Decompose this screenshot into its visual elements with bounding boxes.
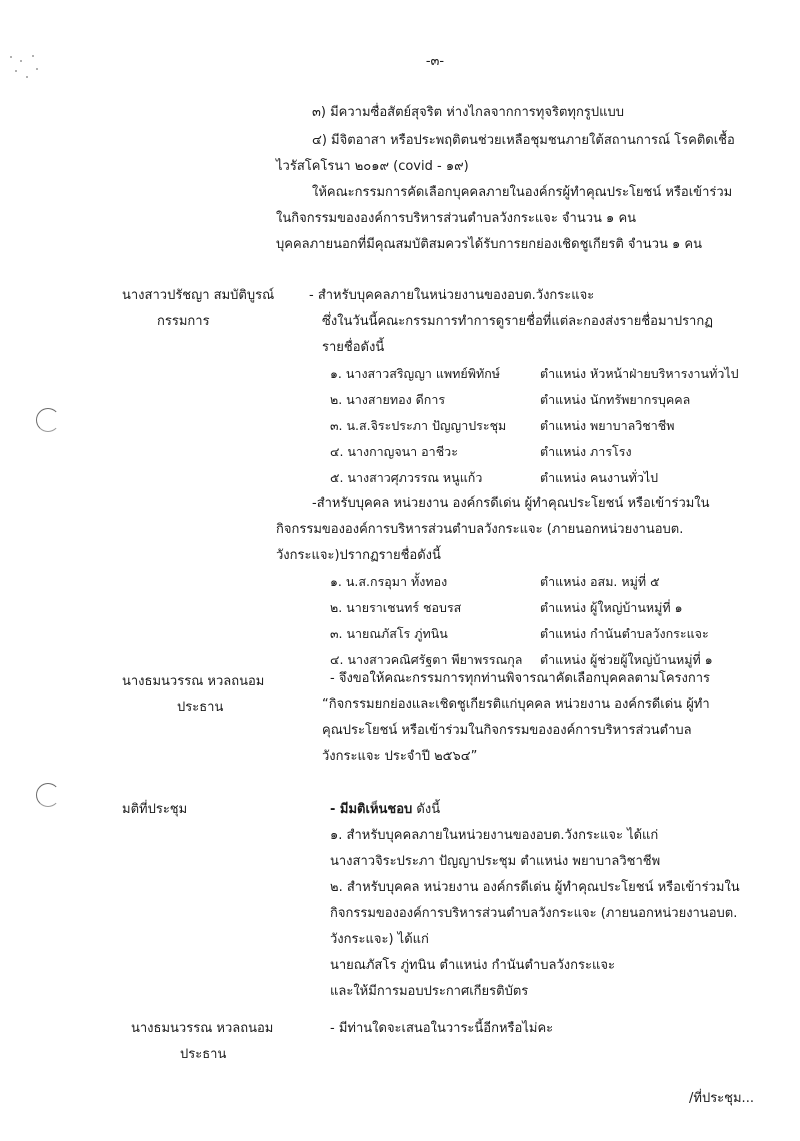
page-number: -๓- <box>425 54 445 69</box>
external-candidate-name: ๔. นางสาวคณิศรัฐตา พียาพรรณกุล <box>330 652 523 667</box>
internal-candidate-position: ตำแหน่ง หัวหน้าฝ่ายบริหารงานทั่วไป <box>540 366 739 381</box>
internal-candidate-name: ๕. นางสาวศุภวรรณ หนูแก้ว <box>330 470 483 485</box>
footer-continuation: /ที่ประชุม... <box>689 1091 754 1106</box>
section1-speaker-name: นางสาวปรัชญา สมบัติบูรณ์ <box>122 288 275 303</box>
internal-candidate-position: ตำแหน่ง คนงานทั่วไป <box>540 470 659 485</box>
criteria-instruction-line2: ในกิจกรรมขององค์การบริหารส่วนตำบลวังกระแจะ จำนวน ๑ คน <box>276 211 637 226</box>
punch-hole-top <box>36 408 60 432</box>
resolution-line1: ๑. สำหรับบุคคลภายในหน่วยงานของอบต.วังกระแจะ ได้แก่ <box>330 828 659 843</box>
section1-intro-line1: - สำหรับบุคคลภายในหน่วยงานของอบต.วังกระแจะ <box>309 288 595 303</box>
resolution-line2: นางสาวจิระประภา ปัญญาประชุม ตำแหน่ง พยาบาลวิชาชีพ <box>330 854 661 869</box>
section1-intro-line2: ซึ่งในวันนี้คณะกรรมการทำการดูรายชื่อที่แต่ละกองส่งรายชื่อมาปรากฏ <box>322 314 713 329</box>
criteria-instruction-line1: ให้คณะกรรมการคัดเลือกบุคคลภายในองค์กรผู้ทำคุณประโยชน์ หรือเข้าร่วม <box>312 185 733 200</box>
resolution-heading <box>330 800 440 820</box>
section2-speaker-name: นางธมนวรรณ หวลถนอม <box>122 674 265 689</box>
criteria-item-3: ๓) มีความซื่อสัตย์สุจริต ห่างไกลจากการทุจริตทุกรูปแบบ <box>312 105 624 120</box>
section3-speaker-name: นางธมนวรรณ หวลถนอม <box>131 1021 274 1036</box>
resolution-heading-bold: - มีมติเห็นชอบ <box>330 802 413 817</box>
external-candidate-position: ตำแหน่ง อสม. หมู่ที่ ๕ <box>540 574 660 589</box>
external-candidate-name: ๓. นายณภัสโร ภู่ทนิน <box>330 626 448 641</box>
section2-line4: วังกระแจะ ประจำปี ๒๕๖๔” <box>322 749 478 764</box>
internal-candidate-name: ๓. น.ส.จิระประภา ปัญญาประชุม <box>330 418 507 433</box>
external-intro-line2: กิจกรรมขององค์การบริหารส่วนตำบลวังกระแจะ (ภายนอกหน่วยงานอบต. <box>276 522 684 537</box>
resolution-line7: และให้มีการมอบประกาศเกียรติบัตร <box>330 984 529 999</box>
resolution-label: มติที่ประชุม <box>122 802 188 817</box>
internal-candidate-name: ๔. นางกาญจนา อาชีวะ <box>330 444 458 459</box>
section2-line1: - จึงขอให้คณะกรรมการทุกท่านพิจารณาคัดเลือกบุคคลตามโครงการ <box>330 671 711 686</box>
resolution-line4: กิจกรรมขององค์การบริหารส่วนตำบลวังกระแจะ (ภายนอกหน่วยงานอบต. <box>330 906 738 921</box>
criteria-item-4-line2: ไวรัสโคโรนา ๒๐๑๙ (covid - ๑๙) <box>276 159 469 174</box>
criteria-item-4-line1: ๔) มีจิตอาสา หรือประพฤติตนช่วยเหลือชุมชนภายใต้สถานการณ์ โรคติดเชื้อ <box>312 133 735 148</box>
resolution-line3: ๒. สำหรับบุคคล หน่วยงาน องค์กรดีเด่น ผู้ทำคุณประโยชน์ หรือเข้าร่วมใน <box>330 880 740 895</box>
section3-speaker-role: ประธาน <box>180 1047 227 1062</box>
section3-line1: - มีท่านใดจะเสนอในวาระนี้อีกหรือไม่คะ <box>330 1021 554 1036</box>
resolution-heading-suffix: ดังนี้ <box>412 802 441 817</box>
internal-candidate-name: ๒. นางสายทอง ดีการ <box>330 392 446 407</box>
external-candidate-position: ตำแหน่ง ผู้ใหญ่บ้านหมู่ที่ ๑ <box>540 600 683 615</box>
section2-speaker-role: ประธาน <box>177 700 224 715</box>
internal-candidate-name: ๑. นางสาวสริญญา แพทย์พิทักษ์ <box>330 366 501 381</box>
external-intro-line3: วังกระแจะ)ปรากฏรายชื่อดังนี้ <box>276 548 441 563</box>
internal-candidate-position: ตำแหน่ง นักทรัพยากรบุคคล <box>540 392 691 407</box>
resolution-line5: วังกระแจะ) ได้แก่ <box>330 932 429 947</box>
section2-line2: “กิจกรรมยกย่องและเชิดชูเกียรติแก่บุคคล หน่วยงาน องค์กรดีเด่น ผู้ทำ <box>322 697 710 712</box>
punch-hole-bottom <box>36 783 60 807</box>
external-candidate-name: ๒. นายราเชนทร์ ชอบรส <box>330 600 462 615</box>
external-intro-line1: -สำหรับบุคคล หน่วยงาน องค์กรดีเด่น ผู้ทำคุณประโยชน์ หรือเข้าร่วมใน <box>312 496 710 511</box>
resolution-line6: นายณภัสโร ภู่ทนิน ตำแหน่ง กำนันตำบลวังกระแจะ <box>330 958 615 973</box>
criteria-instruction-line3: บุคคลภายนอกที่มีคุณสมบัติสมควรได้รับการยกย่องเชิดชูเกียรติ จำนวน ๑ คน <box>276 237 702 252</box>
internal-candidate-position: ตำแหน่ง พยาบาลวิชาชีพ <box>540 418 675 433</box>
external-candidate-position: ตำแหน่ง กำนันตำบลวังกระแจะ <box>540 626 709 641</box>
section1-speaker-role: กรรมการ <box>157 314 210 329</box>
section1-intro-line3: รายชื่อดังนี้ <box>322 340 385 355</box>
section2-line3: คุณประโยชน์ หรือเข้าร่วมในกิจกรรมขององค์การบริหารส่วนตำบล <box>322 723 692 738</box>
external-candidate-position: ตำแหน่ง ผู้ช่วยผู้ใหญ่บ้านหมู่ที่ ๑ <box>540 652 713 667</box>
external-candidate-name: ๑. น.ส.กรอุมา ทั้งทอง <box>330 574 448 589</box>
internal-candidate-position: ตำแหน่ง ภารโรง <box>540 444 632 459</box>
